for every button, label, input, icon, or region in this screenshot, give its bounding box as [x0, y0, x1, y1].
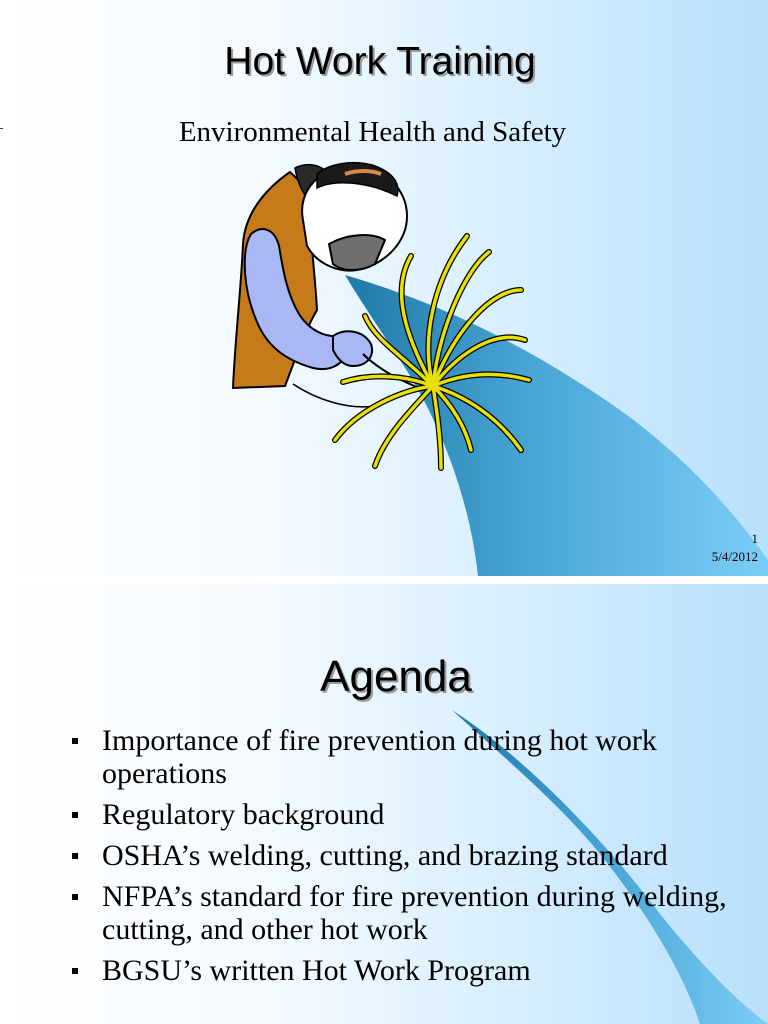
- square-bullet-icon: [72, 968, 78, 974]
- list-item: Regulatory background: [72, 798, 732, 831]
- list-item: OSHA’s welding, cutting, and brazing standard: [72, 839, 732, 872]
- square-bullet-icon: [72, 853, 78, 859]
- list-item: Importance of fire prevention during hot work operations: [72, 724, 732, 790]
- slide-title: Hot Work Training: [224, 40, 536, 83]
- slide-title: Agenda: [320, 652, 472, 701]
- square-bullet-icon: [72, 738, 78, 744]
- welder-with-sparks-icon: [225, 160, 545, 480]
- slide-number: 1: [751, 531, 758, 546]
- slide-date: 5/4/2012: [711, 549, 758, 564]
- list-item: BGSU’s written Hot Work Program: [72, 954, 732, 987]
- slide-2: [0, 584, 768, 1024]
- agenda-list: [72, 724, 732, 995]
- square-bullet-icon: [72, 812, 78, 818]
- list-item: NFPA’s standard for fire prevention during welding, cutting, and other hot work: [72, 880, 732, 946]
- square-bullet-icon: [72, 894, 78, 900]
- slide-subtitle: Environmental Health and Safety: [178, 116, 567, 148]
